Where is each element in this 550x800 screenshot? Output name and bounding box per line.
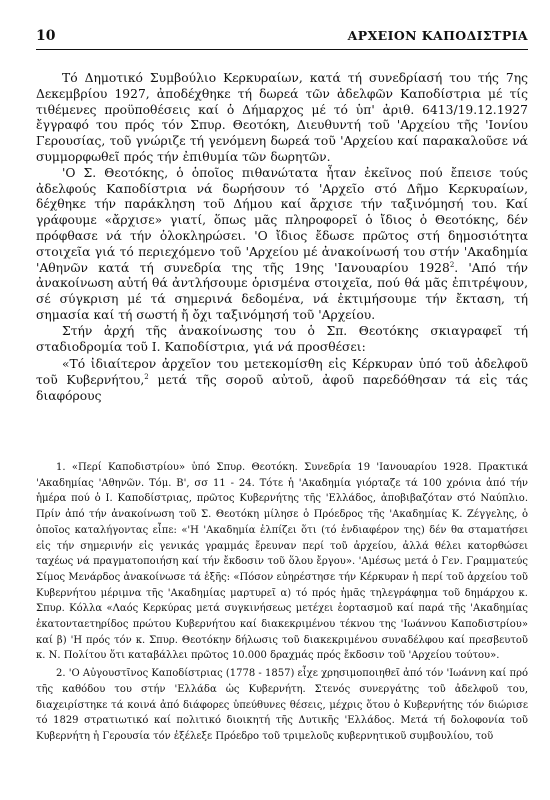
paragraph-1: Τό Δημοτικό Συμβούλιο Κερκυραίων, κατά τή συνεδρίασή του τής 7ης Δεκεμβρίου 1927, ἀποδέχθηκε τή δωρεά τῶν ἀδελφῶν Καποδίστρια μέ τίς τιθέμενες προϋποθέσεις καί ὁ Δήμαρχος μέ τό ὑπ' ἀριθ. 6413/19.12.1927 ἔγγραφό του πρός τόν Σπυρ. Θεοτόκη, Διευθυντή τοῦ 'Αρχείου τῆς 'Ιονίου Γερουσίας, τοῦ γνώριζε τή γενόμενη δωρεά τοῦ 'Αρχείου καί παρακαλοῦσε νά συμμορφωθεῖ πρός τήν ἐπιθυμία τῶν δωρητῶν. [36,71,528,164]
footnote-2: 2. 'Ο Αὐγουστῖνος Καποδίστριας (1778 - 1857) εἶχε χρησιμοποιηθεῖ ἀπό τόν 'Ιωάννη καί πρό τῆς καθόδου του στήν 'Ελλάδα ὡς Κυβερνήτη. Στενός συνεργάτης τοῦ ἀδελφοῦ του, διαχειρίστηκε τά κοινά ἀπό διάφορες ὑπεύθυνες θέσεις, μέχρις ὅτου ὁ Κυβερνήτης τόν διώρισε τό 1829 στρατιωτικό καί πολιτικό διοικητή τῆς Δυτικῆς 'Ελλάδος. Μετά τή δολοφονία τοῦ Κυβερνήτη ἡ Γερουσία τόν ἐξέλεξε Πρόεδρο τοῦ τριμελοῦς κυβερνητικοῦ συμβουλίου, τοῦ [36,668,528,742]
paragraph-3: Στήν ἀρχή τῆς ἀνακοίνωσης του ὁ Σπ. Θεοτόκης σκιαγραφεῖ τή σταδιοδρομία τοῦ Ι. Καποδίστρια, γιά νά προσθέσει: [36,323,528,354]
header-rule [36,49,528,50]
page-header [36,28,528,46]
page-number: 10 [36,28,56,44]
quotation [36,357,528,404]
running-head: ΑΡΧΕΙΟΝ ΚΑΠΟΔΙΣΤΡΙΑ [347,28,528,43]
footnote-1: 1. «Περί Καποδιστρίου» ὑπό Σπυρ. Θεοτόκη. Συνεδρία 19 'Ιανουαρίου 1928. Πρακτικά 'Ακαδημίας 'Αθηνῶν. Τόμ. Β', σσ 11 - 24. Τότε ἡ 'Ακαδημία γιόρταζε τά 100 χρόνια ἀπό τήν ἡμέρα πού ὁ Ι. Καποδίστριας, πρῶτος Κυβερνήτης τῆς 'Ελλάδος, ἀποβιβαζόταν στό Ναύπλιο. Πρίν ἀπό τήν ἀνακοίνωση τοῦ Σ. Θεοτόκη μίλησε ὁ Πρόεδρος τῆς 'Ακαδημίας Κ. Ζέγγελης, ὁ ὁποῖος καταλήγοντας εἶπε: «'Η 'Ακαδημία ἐλπίζει ὅτι (τό ἐνδιαφέρον της) δέν θα σταματήσει εἰς τήν σημερινήν εἰς γενικάς γραμμάς ἔρευναν περί τοῦ ἀρχείου, ἀλλά θέλει κατορθώσει ταχέως νά πραγματοποιήση καί τήν ἔκδοσιν τοῦ ὅλου ἔργου». 'Αμέσως μετά ὁ Γεν. Γραμματεύς Σίμος Μενάρδος ἀνακοίνωσε τά ἑξῆς: «Πόσον εὐηρέστησε τήν Κέρκυραν ἡ περί τοῦ ἀρχείου τοῦ Κυβερνήτου μέριμνα τῆς 'Ακαδημίας μαρτυρεῖ α) τό πρός ἡμᾶς τηλεγράφημα τοῦ δημάρχου κ. Σπυρ. Κόλλα «Λαός Κερκύρας μετά συγκινήσεως μετέχει ἑορτασμοῦ καί παρά τῆς 'Ακαδημίας ἑκατονταετηρίδος πρώτου Κυβερνήτου καί διακεκριμένου τέκνου της 'Ιωάννου Καποδιστρίου» καί β) 'Η πρός τόν κ. Σπυρ. Θεοτόκην δήλωσις τοῦ διακεκριμένου συναδέλφου καί πρεσβευτοῦ κ. Ν. Πολίτου ὅτι καταβάλλει πρῶτος 10.000 δραχμάς πρός ἔκδοσιν τοῦ 'Αρχείου τούτου». [36,462,528,662]
footnote-ref: 2 [449,260,455,269]
paragraph-2 [36,166,528,324]
footnote-ref: 2 [144,373,149,382]
footnotes [36,460,528,745]
quotation-text: «Τό ἰδιαίτερον ἀρχεῖον του μετεκομίσθη εἰς Κέρκυραν ὑπό τοῦ ἀδελφοῦ τοῦ Κυβερνήτου, [36,357,528,388]
paragraph-2-text-cont: . 'Από τήν ἀνακοίνωση αὐτή θά ἀντλήσουμε ὁρισμένα στοιχεῖα, πού θά μᾶς ἐπιτρέψουν, σέ σύγκριση μέ τά σημερινά δεδομένα, νά ἐκτιμήσουμε τήν ἔκταση, τή σημασία καί τή σωστή ἤ ὄχι ταξινόμησή τοῦ 'Αρχείου. [36,260,528,322]
quotation-text-cont: μετά τῆς σοροῦ αὐτοῦ, ἀφοῦ παρεδόθησαν τά εἰς τάς διαφόρους [36,373,528,403]
body-text [36,71,528,405]
paragraph-2-text: 'Ο Σ. Θεοτόκης, ὁ ὁποῖος πιθανώτατα ἦταν ἐκεῖνος πού ἔπεισε τούς ἀδελφούς Καποδίστρια νά δωρήσουν τό 'Αρχεῖο στό Δῆμο Κερκυραίων, δέχθηκε τήν παράκληση τοῦ Δήμου καί ἄρχισε τήν ταξινόμησή του. Καί γράφουμε «ἄρχισε» γιατί, ὅπως μᾶς πληροφορεῖ ὁ ἴδιος ὁ Θεοτόκης, δέν πρόφθασε νά τήν ὁλοκληρώσει. 'Ο ἴδιος ἔδωσε πρῶτος στή δημοσιότητα στοιχεῖα γιά τό περιεχόμενο τοῦ 'Αρχείου μέ ἀνακοίνωσή του στήν 'Ακαδημία 'Αθηνῶν κατά τή συνεδρία της τῆς 19ης 'Ιανουαρίου 1928 [36,165,528,275]
